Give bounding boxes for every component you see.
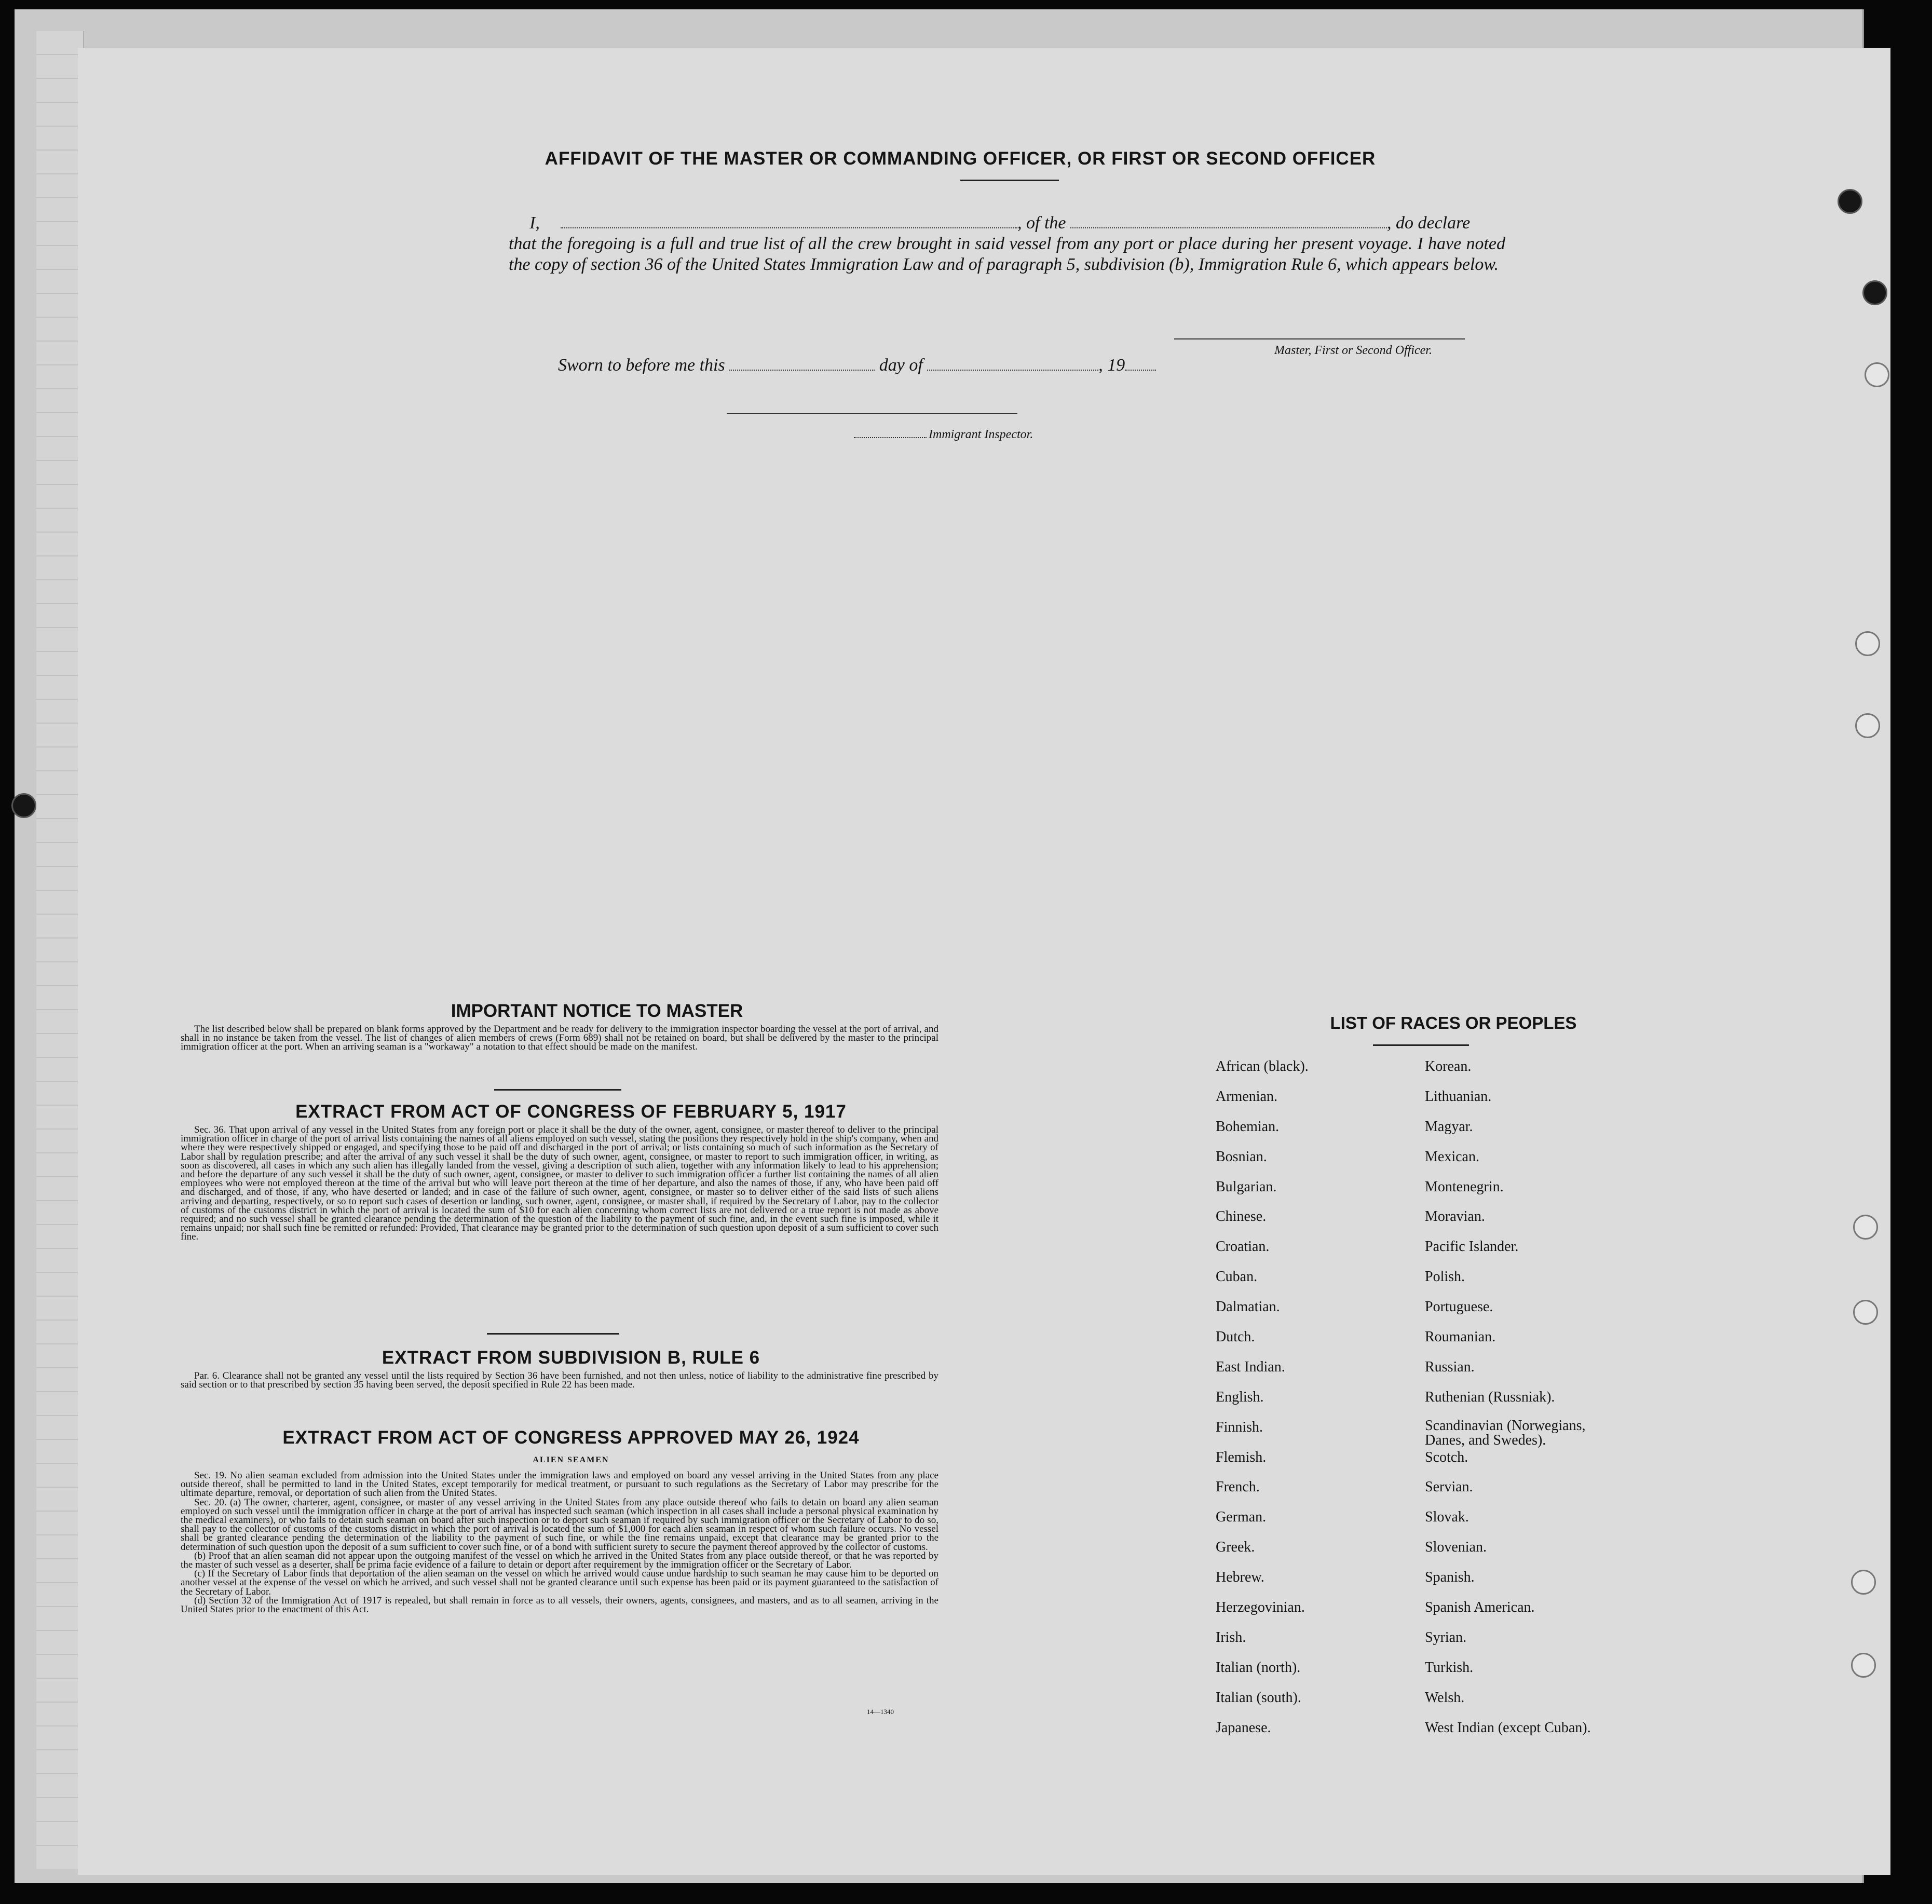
- race-item: Dutch.: [1216, 1329, 1255, 1345]
- declaration-block: [509, 213, 1505, 275]
- master-signature-caption: Master, First or Second Officer.: [1274, 344, 1432, 357]
- sworn-year-field[interactable]: [1125, 355, 1156, 371]
- race-item: Herzegovinian.: [1216, 1599, 1305, 1616]
- race-item: Croatian.: [1216, 1239, 1270, 1255]
- race-item: Syrian.: [1425, 1629, 1467, 1645]
- extract-1924-title: EXTRACT FROM ACT OF CONGRESS APPROVED MAY 26, 1924: [282, 1427, 860, 1448]
- race-item: Mexican.: [1425, 1148, 1479, 1165]
- year-prefix-text: , 19: [1098, 356, 1125, 375]
- race-item: West Indian (except Cuban).: [1425, 1719, 1591, 1736]
- race-item: Montenegrin.: [1425, 1178, 1504, 1195]
- race-item: Finnish.: [1216, 1419, 1263, 1435]
- sworn-before-text: Sworn to before me this: [558, 356, 725, 375]
- races-title-rule: [1373, 1044, 1469, 1046]
- inspector-signature-line[interactable]: [727, 413, 1017, 414]
- race-item: English.: [1216, 1389, 1264, 1405]
- race-item: Slovak.: [1425, 1509, 1469, 1526]
- race-item: Italian (south).: [1216, 1689, 1301, 1706]
- section-rule: [487, 1333, 619, 1335]
- race-item: Servian.: [1425, 1479, 1473, 1495]
- notice-paragraph: The list described below shall be prepared on blank forms approved by the Department and be ready for delivery to the immigration inspector boarding the vessel at the port of arrival, and shall in no instance be taken from the vessel. The list of changes of alien members of crews (Form 689) shall not be retained on board, but shall be delivered by the master to the principal immigration officer at the port. When an arriving seaman is a "workaway" a notation to that effect should be made on the manifest.: [181, 1024, 938, 1053]
- race-item: Irish.: [1216, 1629, 1246, 1645]
- binder-hole: [1853, 1215, 1878, 1240]
- race-item: Bohemian.: [1216, 1118, 1280, 1135]
- race-item: Moravian.: [1425, 1208, 1485, 1225]
- race-item: Pacific Islander.: [1425, 1239, 1519, 1255]
- of-the-text: , of the: [1017, 213, 1066, 233]
- race-item: Roumanian.: [1425, 1329, 1496, 1345]
- races-column-2: [1425, 1058, 1643, 1749]
- race-item: Korean.: [1425, 1058, 1472, 1075]
- extract-1924-paragraph: Sec. 19. No alien seaman excluded from admission into the United States under the immigration laws and employed on board any vessel arriving in the United States from any place outside thereof, shall be permitted to land in the United States, except temporarily for medical treatment, or pursuant to such regulations as the Secretary of Labor may prescribe for the ultimate departure, removal, or deportation of such alien from the United States.: [181, 1470, 938, 1499]
- extract-1917-paragraph: Sec. 36. That upon arrival of any vessel in the United States from any foreign port or place it shall be the duty of the owner, agent, consignee, or master thereof to deliver to the principal immigration officer in charge of the port of arrival lists containing the names of all aliens employed on such vessel, stating the positions they respectively hold in the ship's company, when and where they were respectively shipped or engaged, and specifying those to be paid off and discharged in the port of arrival; or lists containing so much of such information as the Secretary of Labor shall by regulation prescribe; and after the arrival of any such vessel it shall be the duty of such owner, agent, consignee, or master to report to such immigration officer, in writing, as soon as discovered, all cases in which any such alien has illegally landed from the vessel, giving a description of such alien, together with any information likely to lead to his apprehension; and before the departure of any such vessel it shall be the duty of such owner, agent, consignee, or master to deliver to such immigration officer a further list containing the names of all alien employees who were not employed thereon at the time of the arrival but who will leave port thereon at the time of her departure, and also the names of those, if any, who have been paid off and discharged, and of those, if any, who have deserted or landed; and in case of the failure of such owner, agent, consignee, or master so to deliver either of the said lists of such aliens arriving and departing, respectively, or so to report such cases of desertion or landing, such owner, agent, consignee, or master shall, if required by the Secretary of Labor, pay to the collector of customs of the customs district in which the port of arrival is located the sum of $10 for each alien concerning whom correct lists are not delivered or a true report is not made as above required; and no such vessel shall be granted clearance pending the determination of the question of the liability to the payment of such fine, and, in the event such fine is imposed, while it remains unpaid; nor shall such fine be remitted or refunded: Provided, That clearance may be granted prior to the determination of such question upon deposit of a sum sufficient to cover such fine.: [181, 1124, 938, 1243]
- race-item: Slovenian.: [1425, 1539, 1487, 1556]
- race-item: German.: [1216, 1509, 1267, 1526]
- race-item: Russian.: [1425, 1358, 1475, 1375]
- vessel-field[interactable]: [1070, 213, 1387, 228]
- extract-1924-subtitle: ALIEN SEAMEN: [533, 1456, 609, 1464]
- binder-hole: [1853, 1300, 1878, 1325]
- notice-text: [181, 1025, 938, 1052]
- title-rule: [960, 180, 1059, 181]
- binder-hole: [1855, 713, 1880, 738]
- race-item: Bosnian.: [1216, 1148, 1267, 1165]
- race-item: Spanish American.: [1425, 1599, 1535, 1616]
- name-field[interactable]: [561, 213, 1017, 228]
- day-of-text: day of: [879, 356, 923, 375]
- binder-hole: [1862, 280, 1887, 305]
- race-item: Turkish.: [1425, 1659, 1474, 1676]
- extract-rule6-text: [181, 1371, 938, 1389]
- races-column-1: [1216, 1058, 1403, 1749]
- race-item: Scandinavian (Norwegians, Danes, and Swedes).: [1425, 1417, 1586, 1448]
- race-item: Dalmatian.: [1216, 1299, 1280, 1315]
- extract-1924-paragraph: (d) Section 32 of the Immigration Act of 1917 is repealed, but shall remain in force as to all vessels, their owners, agents, consignees, and masters, and as to all seamen, arriving in the United States prior to the enactment of this Act.: [181, 1595, 938, 1615]
- extract-1924-paragraph: Sec. 20. (a) The owner, charterer, agent, consignee, or master of any vessel arriving in the United States from any place outside thereof who fails to detain on board any alien seaman employed on such vessel until the immigration officer in charge at the port of arrival has inspected such seaman (which inspection in all cases shall include a personal physical examination by the medical examiners), or who fails to detain such seaman on board after such inspection or to deport such seaman if required by such immigration officer or the Secretary of Labor to do so, shall pay to the collector of customs of the customs district in which the port of arrival is located the sum of $1,000 for each alien seaman in respect of whom such failure occurs. No vessel shall be granted clearance pending the determination of the liability to the payment of such fine, or while the fine remains unpaid, except that clearance may be granted prior to the determination of such question upon the deposit of a sum sufficient to cover such fine, or of a bond with sufficient surety to secure the payment thereof approved by the collector of customs.: [181, 1497, 938, 1553]
- race-item: Chinese.: [1216, 1208, 1267, 1225]
- sworn-month-field[interactable]: [927, 355, 1098, 371]
- race-item: Portuguese.: [1425, 1299, 1493, 1315]
- section-rule: [494, 1089, 621, 1091]
- extract-1917-text: [181, 1125, 938, 1242]
- race-item: Italian (north).: [1216, 1659, 1301, 1676]
- race-item: Japanese.: [1216, 1719, 1271, 1736]
- race-item: Magyar.: [1425, 1118, 1473, 1135]
- sworn-line: [558, 355, 1156, 375]
- race-item: East Indian.: [1216, 1358, 1285, 1375]
- race-item: Hebrew.: [1216, 1569, 1264, 1586]
- binder-hole: [1851, 1570, 1876, 1595]
- extract-1917-title: EXTRACT FROM ACT OF CONGRESS OF FEBRUARY 5, 1917: [295, 1101, 847, 1122]
- ledger-edge-strip: [36, 31, 84, 1869]
- declaration-text: that the foregoing is a full and true list of all the crew brought in said vessel from any port or place during her present voyage. I have noted the copy of section 36 of the United States Immigration Law and of paragraph 5, subdivision (b), Immigration Rule 6, which appears below.: [509, 234, 1505, 274]
- extract-rule6-title: EXTRACT FROM SUBDIVISION B, RULE 6: [382, 1348, 760, 1368]
- inspector-dots: [854, 430, 927, 438]
- race-item: Ruthenian (Russniak).: [1425, 1389, 1555, 1405]
- declaration-pronoun: I,: [529, 213, 540, 233]
- declaration-line-1: [509, 213, 1505, 234]
- race-item: Scotch.: [1425, 1449, 1468, 1465]
- race-item: Flemish.: [1216, 1449, 1267, 1465]
- binder-hole: [1855, 631, 1880, 656]
- form-number: 14—1340: [867, 1708, 894, 1716]
- master-signature-line[interactable]: [1174, 338, 1465, 339]
- extract-rule6-paragraph: Par. 6. Clearance shall not be granted any vessel until the lists required by Section 36 have been furnished, and not then unless, notice of liability to the administrative fine prescribed by said section or to that prescribed by section 35 having been served, the deposit specified in Rule 22 has been made.: [181, 1370, 938, 1391]
- binder-hole: [11, 793, 36, 818]
- race-item: Bulgarian.: [1216, 1178, 1277, 1195]
- race-item: Greek.: [1216, 1539, 1255, 1556]
- extract-1924-text: [181, 1471, 938, 1614]
- binder-hole: [1851, 1653, 1876, 1678]
- sworn-day-field[interactable]: [729, 355, 875, 371]
- affidavit-title: AFFIDAVIT OF THE MASTER OR COMMANDING OFFICER, OR FIRST OR SECOND OFFICER: [545, 148, 1376, 169]
- race-item: Cuban.: [1216, 1269, 1258, 1285]
- extract-1924-paragraph: (c) If the Secretary of Labor finds that deportation of the alien seaman on the vessel on which he arrived would cause undue hardship to such seaman he may cause him to be deported on another vessel at the expense of the vessel on which he arrived, and such vessel shall not be granted clearance until such expense has been paid or its payment guaranteed to the satisfaction of the Secretary of Labor.: [181, 1568, 938, 1597]
- race-item: Spanish.: [1425, 1569, 1475, 1586]
- race-item: Lithuanian.: [1425, 1088, 1492, 1105]
- binder-hole: [1838, 189, 1862, 214]
- race-item: Welsh.: [1425, 1689, 1465, 1706]
- race-item: African (black).: [1216, 1058, 1309, 1075]
- races-title: LIST OF RACES OR PEOPLES: [1330, 1013, 1577, 1032]
- notice-title: IMPORTANT NOTICE TO MASTER: [451, 1001, 743, 1021]
- extract-1924-paragraph: (b) Proof that an alien seaman did not appear upon the outgoing manifest of the vessel on which he arrived in the United States from any place outside thereof, or that he was reported by the master of such vessel as a deserter, shall be prima facie evidence of a failure to detain or deport after requirement by the immigration officer or the Secretary of Labor.: [181, 1550, 938, 1571]
- race-item: French.: [1216, 1479, 1260, 1495]
- do-declare-text: , do declare: [1386, 213, 1471, 233]
- inspector-caption: Immigrant Inspector.: [929, 428, 1033, 441]
- race-item: Polish.: [1425, 1269, 1465, 1285]
- race-item: Armenian.: [1216, 1088, 1277, 1105]
- inspector-caption-row: [854, 428, 1033, 442]
- binder-hole: [1865, 362, 1889, 387]
